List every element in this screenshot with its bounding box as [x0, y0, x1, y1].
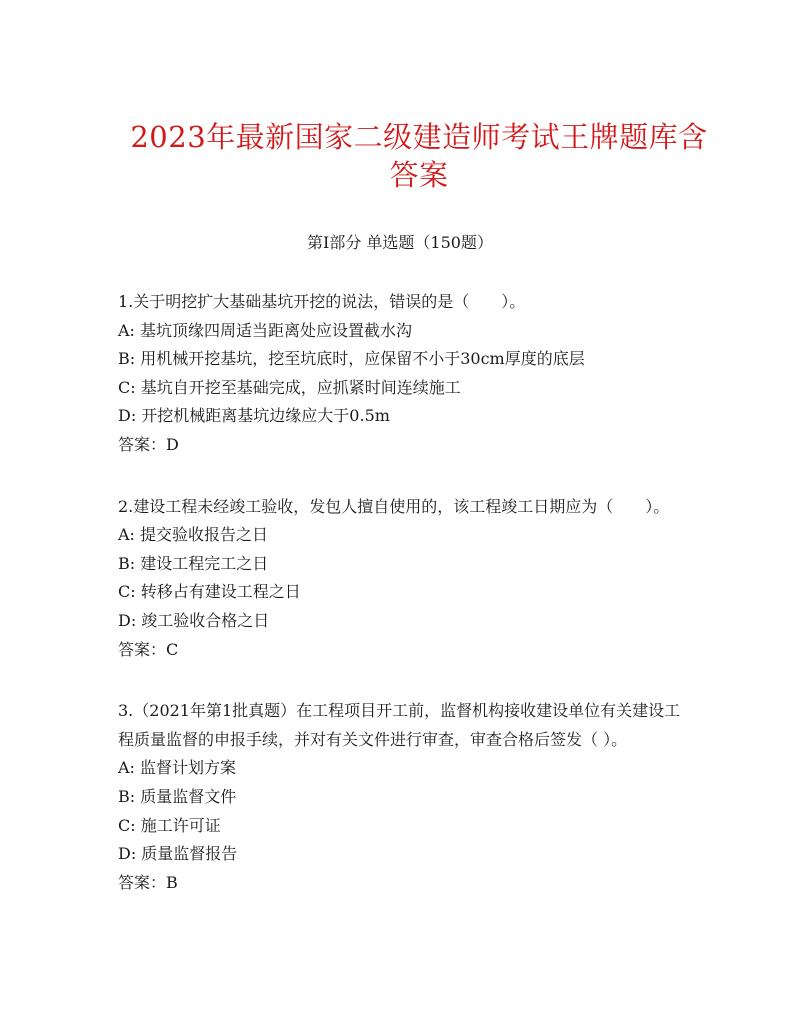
question-stem: 3.（2021年第1批真题）在工程项目开工前，监督机构接收建设单位有关建设工程质量监督的申报手续，并对有关文件进行审查，审查合格后签发（ ）。: [118, 701, 681, 749]
option-c: C: 基坑自开挖至基础完成，应抓紧时间连续施工: [118, 377, 461, 397]
question-1: [118, 288, 720, 460]
answer: 答案：C: [118, 639, 179, 659]
answer: 答案：D: [118, 434, 179, 454]
question-stem: 1.关于明挖扩大基础基坑开挖的说法，错误的是（ ）。: [118, 292, 526, 311]
option-a: A: 提交验收报告之日: [118, 525, 269, 545]
option-b: B: 质量监督文件: [118, 786, 237, 806]
option-d: D: 开挖机械距离基坑边缘应大于0.5m: [118, 406, 390, 426]
option-d: D: 竣工验收合格之日: [118, 610, 270, 630]
option-a: A: 基坑顶缘四周适当距离处应设置截水沟: [118, 320, 413, 340]
option-c: C: 施工许可证: [118, 815, 221, 835]
option-b: B: 建设工程完工之日: [118, 553, 269, 573]
question-stem: 2.建设工程未经竣工验收，发包人擅自使用的，该工程竣工日期应为（ ）。: [118, 496, 670, 516]
option-c: C: 转移占有建设工程之日: [118, 582, 301, 602]
option-a: A: 监督计划方案: [118, 758, 237, 778]
section-title: 第I部分 单选题（150题）: [307, 233, 493, 252]
option-b: B: 用机械开挖基坑，挖至坑底时，应保留不小于30cm厚度的底层: [118, 349, 585, 369]
question-2: [118, 493, 720, 665]
answer: 答案：B: [118, 872, 178, 892]
document-title: 2023年最新国家二级建造师考试王牌题库含答案: [130, 120, 708, 192]
option-d: D: 质量监督报告: [118, 844, 238, 864]
question-3: [118, 697, 720, 897]
